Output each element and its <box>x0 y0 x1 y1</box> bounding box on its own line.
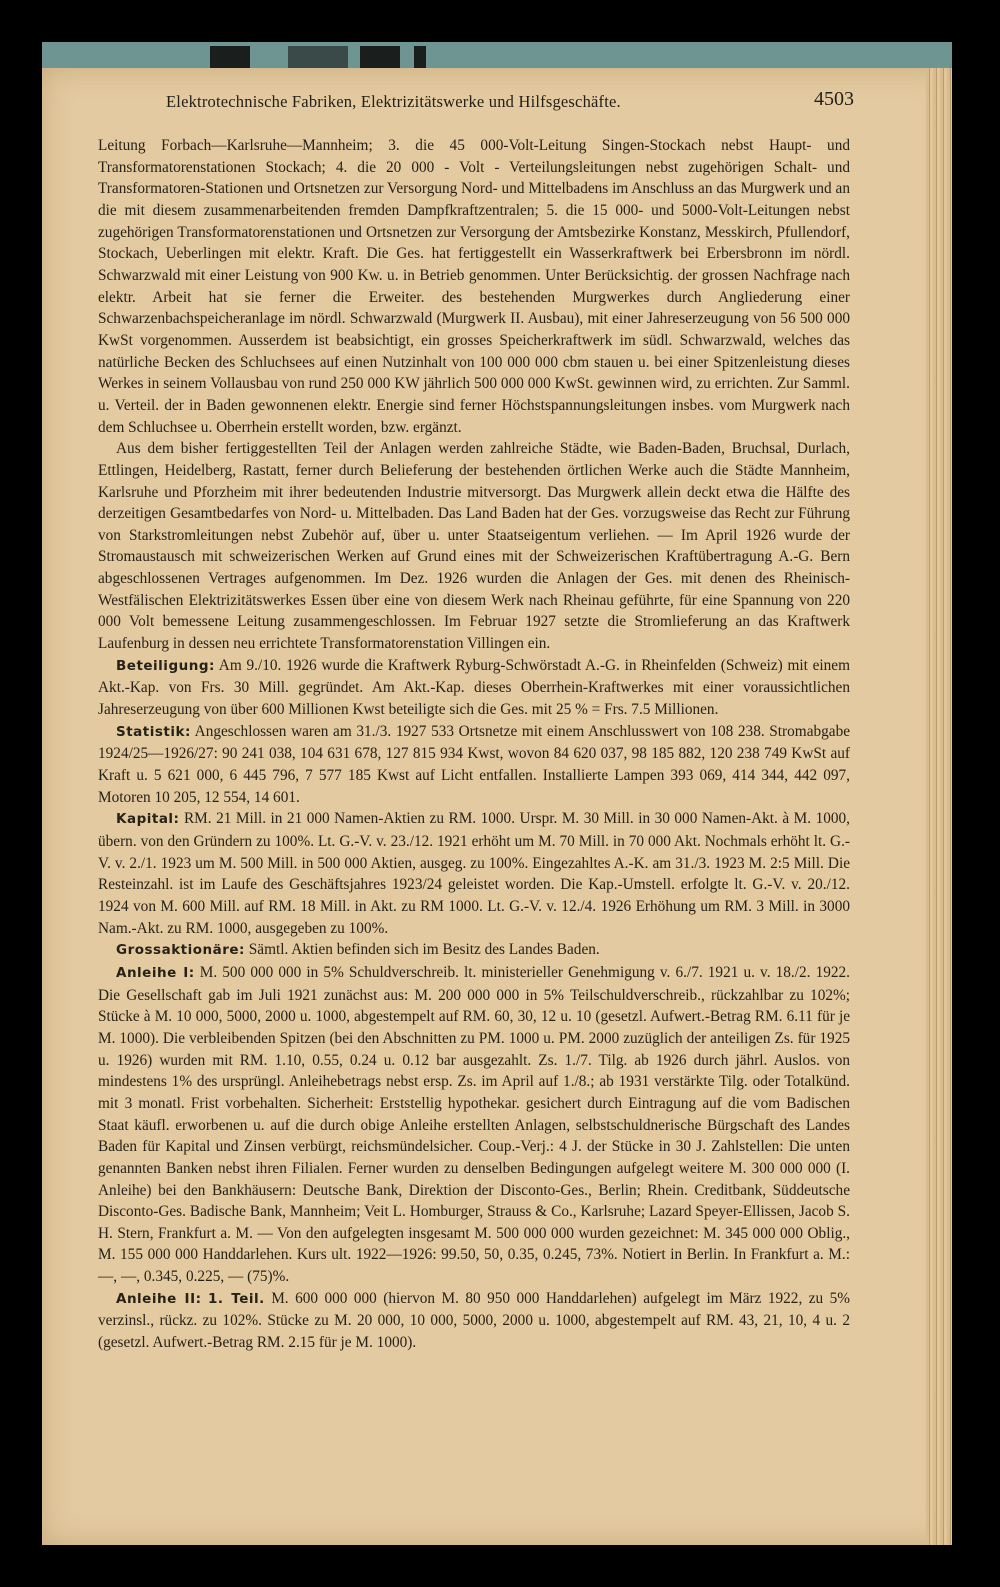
section-label: Anleihe I: <box>116 964 195 981</box>
paragraph-text: Am 9./10. 1926 wurde die Kraftwerk Ryburg-Schwörstadt A.-G. in Rheinfelden (Schweiz) mit einem Akt.-Kap. von Frs. 30 Mill. gegründet. Am Akt.-Kap. dieses Oberrhein-Kraftwerkes mit einer voraussichtlichen Jahreserzeugung von über 600 Millionen Kwst beteiligte sich die Ges. mit 25 % = Frs. 7.5 Millionen. <box>98 656 850 719</box>
paragraph: Leitung Forbach—Karlsruhe—Mannheim; 3. die 45 000-Volt-Leitung Singen-Stockach nebst Haupt- und Transformatorenstationen Stockach; 4. die 20 000 - Volt - Verteilungsleitungen nebst zugehörigen Schalt- und Transformatoren-Stationen und Ortsnetzen zur Versorgung Nord- und Mittelbadens im Anschluss an das Murgwerk und an die mit diesem zusammenarbeitenden fremden Dampfkraftzentralen; 5. die 15 000- und 5000-Volt-Leitungen nebst zugehörigen Transformatorenstationen und Ortsnetzen zur Versorgung der Amtsbezirke Konstanz, Messkirch, Pfullendorf, Stockach, Ueberlingen mit elektr. Kraft. Die Ges. hat fertiggestellt ein Wasserkraftwerk bei Erbersbronn im nördl. Schwarzwald mit einer Leistung von 900 Kw. u. in Betrieb genommen. Unter Berücksichtig. der grossen Nachfrage nach elektr. Arbeit hat sie ferner die Erweiter. des bestehenden Murgwerkes durch Angliederung einer Schwarzenbachspeicheranlage im nördl. Schwarzwald (Murgwerk II. Ausbau), mit einer Jahreserzeugung von 56 500 000 KwSt vorgenommen. Ausserdem ist beabsichtigt, ein grosses Speicherkraftwerk im südl. Schwarzwald, welches das natürliche Becken des Schluchsees auf einen Nutzinhalt von 100 000 000 cbm stauen u. bei einer Spitzenleistung dieses Werkes in seinem Vollausbau von rund 250 000 KW jährlich 500 000 000 KwSt. gewinnen wird, zu errichten. Zur Samml. u. Verteil. der in Baden gewonnenen elektr. Energie sind ferner Höchstspannungsleitungen insbes. vom Murgwerk nach dem Schluchsee u. Oberrhein erstellt worden, bzw. ergänzt. <box>98 137 850 436</box>
page-number: 4503 <box>814 88 854 110</box>
paragraph-text: RM. 21 Mill. in 21 000 Namen-Aktien zu RM. 1000. Urspr. M. 30 Mill. in 30 000 Namen-Akt. à M. 1000, übern. von den Gründern zu 100%. Lt. G.-V. v. 23./12. 1921 erhöht um M. 70 Mill. in 70 000 Akt. Nochmals erhöht lt. G.-V. v. 2./1. 1923 um M. 500 Mill. in 500 000 Aktien, ausgeg. zu 100%. Eingezahltes A.-K. am 31./3. 1923 M. 2:5 Mill. Die Resteinzahl. ist im Laufe des Geschäftsjahres 1923/24 geleistet worden. Die Kap.-Umstell. erfolgte lt. G.-V. v. 20./12. 1924 von M. 600 Mill. auf RM. 18 Mill. in Akt. zu RM 1000. Lt. G.-V. v. 12./4. 1926 Erhöhung um RM. 3 Mill. in 3000 Nam.-Akt. zu RM. 1000, ausgegeben zu 100%. <box>98 810 850 937</box>
paragraph-beteiligung <box>98 655 850 721</box>
paragraph-text: M. 500 000 000 in 5% Schuldverschreib. lt. ministerieller Genehmigung v. 6./7. 1921 u. v. 18./2. 1922. Die Gesellschaft gab im Juli 1921 zunächst aus: M. 200 000 000 in 5% Teilschuldverschreib., rückzahlbar zu 102%; Stücke à M. 10 000, 5000, 2000 u. 1000, abgestempelt auf RM. 60, 30, 12 u. 10 (gesetzl. Aufwert.-Betrag RM. 6.11 für je M. 1000). Die verbleibenden Spitzen (bei den Abschnitten zu PM. 1000 u. PM. 2000 zuzüglich der anteiligen Zs. für 1925 u. 1926) wurden mit RM. 1.10, 0.55, 0.24 u. 0.12 bar ausgezahlt. Zs. 1./7. Tilg. ab 1926 durch jährl. Auslos. von mindestens 1% des ursprüngl. Anleihebetrags nebst ersp. Zs. im April auf 1./8.; ab 1931 verstärkte Tilg. oder Totalkünd. mit 3 monatl. Frist vorbehalten. Sicherheit: Erststellig hypothekar. gesichert durch Eintragung auf die vom Badischen Staat käufl. erworbenen u. auf die durch obige Anleihe erstellten Anlagen, selbstschuldnerische Bürgschaft des Landes Baden für Kapital und Zinsen verbürgt, reichsmündelsicher. Coup.-Verj.: 4 J. der Stücke in 30 J. Zahlstellen: Die unten genannten Banken nebst ihren Filialen. Ferner wurden zu denselben Bedingungen aufgelegt weitere M. 300 000 000 (I. Anleihe) bei den Bankhäusern: Deutsche Bank, Direktion der Disconto-Ges., Berlin; Rhein. Creditbank, Süddeutsche Disconto-Ges. Badische Bank, Mannheim; Veit L. Homburger, Strauss & Co., Karlsruhe; Lazard Speyer-Ellissen, Jacob S. H. Stern, Frankfurt a. M. — Von den aufgelegten insgesamt M. 500 000 000 wurden gezeichnet: M. 345 000 000 Oblig., M. 155 000 000 Handdarlehen. Kurs ult. 1922—1926: 99.50, 50, 0.35, 0.245, 73%. Notiert in Berlin. In Frankfurt a. M.: —, —, 0.345, 0.225, — (75)%. <box>98 963 850 1286</box>
section-label: Anleihe II: <box>116 1290 202 1307</box>
section-sublabel: 1. Teil. <box>207 1290 265 1307</box>
paragraph-kapital <box>98 808 850 939</box>
header-title: Elektrotechnische Fabriken, Elektrizitätswerke und Hilfsgeschäfte. <box>166 92 621 111</box>
paragraph-grossaktionaere <box>98 939 850 962</box>
paragraph-anleihe-1 <box>98 962 850 1288</box>
page-edge-stack <box>926 68 952 1545</box>
paragraph-text: M. 600 000 000 (hiervon M. 80 950 000 Handdarlehen) aufgelegt im März 1922, zu 5% verzinsl., rückz. zu 102%. Stücke zu M. 20 000, 10 000, 5000, 2000 u. 1000, abgestempelt auf RM. 43, 21, 10, 4 u. 2 (gesetzl. Aufwert.-Betrag RM. 2.15 für je M. 1000). <box>98 1289 850 1352</box>
section-label: Kapital: <box>116 811 180 828</box>
paragraph: Aus dem bisher fertiggestellten Teil der Anlagen werden zahlreiche Städte, wie Baden-Baden, Bruchsal, Durlach, Ettlingen, Heidelberg, Rastatt, ferner durch Belieferung der bestehenden örtlichen Werke auch die Städte Mannheim, Karlsruhe und Pforzheim mit ihrer bedeutenden Industrie mitversorgt. Das Murgwerk allein deckt etwa die Hälfte des derzeitigen Gesamtbedarfes von Nord- u. Mittelbaden. Das Land Baden hat der Ges. vorzugsweise das Recht zur Führung von Starkstromleitungen nebst Zubehör auf, über u. unter Staatseigentum verliehen. — Im April 1926 wurde der Stromaustausch mit schweizerischen Werken auf Grund eines mit der Schweizerischen Kraftübertragung A.-G. Bern abgeschlossenen Vertrages aufgenommen. Im Dez. 1926 wurden die Anlagen der Ges. mit denen des Rheinisch-Westfälischen Elektrizitätswerkes Essen über eine von diesem Werk nach Rheinau geführte, für eine Spannung von 220 000 Volt bemessene Leitung zusammengeschlossen. Im Februar 1927 setzte die Stromlieferung an das Kraftwerk Laufenburg in dessen neu errichtete Transformatorenstation Villingen ein. <box>98 440 850 653</box>
paragraph-text: Angeschlossen waren am 31./3. 1927 533 Ortsnetze mit einem Anschlusswert von 108 238. Stromabgabe 1924/25—1926/27: 90 241 038, 104 631 678, 127 815 934 Kwst, wovon 84 620 037, 98 185 882, 120 238 749 KwSt auf Kraft u. 5 621 000, 6 445 796, 7 577 185 Kwst auf Licht entfallen. Installierte Lampen 393 069, 414 344, 442 097, Motoren 10 205, 12 554, 14 601. <box>98 722 851 806</box>
running-header <box>154 90 854 116</box>
paragraph-statistik <box>98 721 850 809</box>
section-label: Beteiligung: <box>116 657 215 674</box>
section-label: Grossaktionäre: <box>116 942 245 959</box>
paragraph-text: Sämtl. Aktien befinden sich im Besitz des Landes Baden. <box>248 941 600 959</box>
section-label: Statistik: <box>116 723 191 740</box>
paragraph-anleihe-2 <box>98 1288 850 1354</box>
page-body <box>98 135 850 1354</box>
